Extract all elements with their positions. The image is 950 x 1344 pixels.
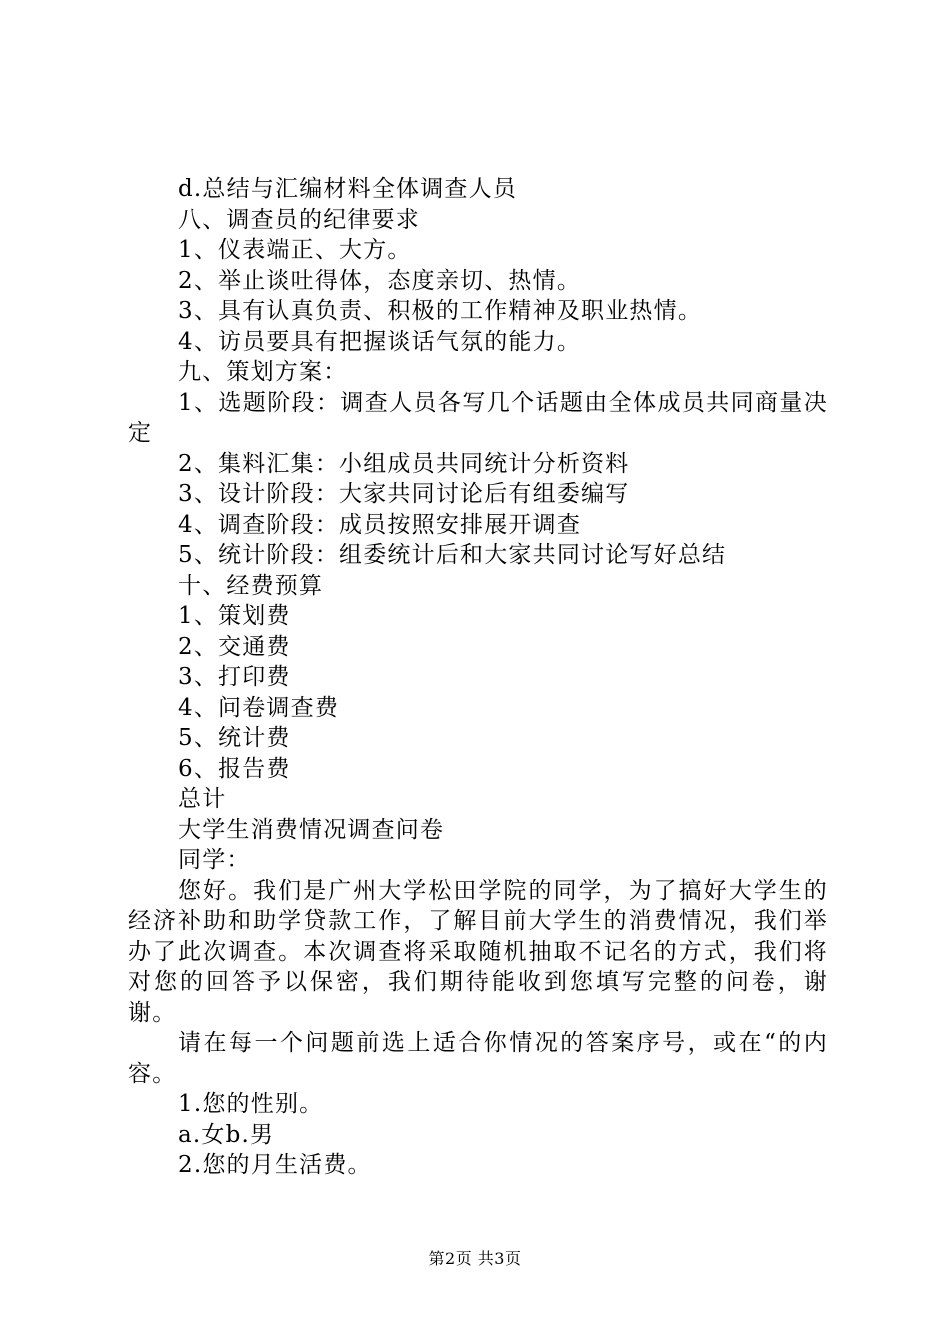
text-line: 4、调查阶段：成员按照安排展开调查 <box>178 511 582 538</box>
text-line: 6、报告费 <box>178 755 291 782</box>
intro-paragraph: 您好。我们是广州大学松田学院的同学，为了搞好大学生的经济补助和助学贷款工作，了解目前大学生的消费情况，我们举办了此次调查。本次调查将采取随机抽取不记名的方式，我们将对您的回答予以保密，我们期待能收到您填写完整的问卷，谢谢。 <box>128 877 828 1026</box>
text-line: 1、策划费 <box>178 603 291 629</box>
text-line: 2、交通费 <box>178 633 291 660</box>
text-line: d.总结与汇编材料全体调查人员 <box>178 176 518 202</box>
text-line: 3、打印费 <box>178 664 291 690</box>
question-text: 2.您的月生活费。 <box>178 1152 372 1178</box>
text-line: 4、问卷调查费 <box>178 694 340 721</box>
text-line: 总计 <box>178 786 227 812</box>
instruction-paragraph: 请在每一个问题前选上适合你情况的答案序号，或在“的内容。 <box>128 1030 828 1087</box>
text-line: 2、举止谈吐得体，态度亲切、热情。 <box>178 267 582 294</box>
questionnaire-title: 大学生消费情况调查问卷 <box>178 816 445 843</box>
text-line: 5、统计阶段：组委统计后和大家共同讨论写好总结 <box>178 542 727 568</box>
text-line: 3、设计阶段：大家共同讨论后有组委编写 <box>178 481 630 507</box>
document-body <box>128 174 828 1181</box>
page-footer: 第2页 共3页 <box>428 1249 522 1268</box>
salutation: 同学： <box>178 847 251 873</box>
text-line: 5、统计费 <box>178 725 291 751</box>
text-line: 2、集料汇集：小组成员共同统计分析资料 <box>178 450 630 477</box>
section-heading: 九、策划方案： <box>178 359 348 385</box>
section-heading: 十、经费预算 <box>178 572 324 599</box>
text-line: 1、仪表端正、大方。 <box>178 237 412 263</box>
question-text: 1.您的性别。 <box>178 1091 324 1117</box>
section-heading: 八、调查员的纪律要求 <box>178 206 420 233</box>
text-paragraph: 1、选题阶段：调查人员各写几个话题由全体成员共同商量决定 <box>128 389 828 446</box>
text-line: 3、具有认真负责、积极的工作精神及职业热情。 <box>178 298 703 324</box>
answer-options: a.女b.男 <box>178 1121 275 1148</box>
text-line: 4、访员要具有把握谈话气氛的能力。 <box>178 328 582 355</box>
